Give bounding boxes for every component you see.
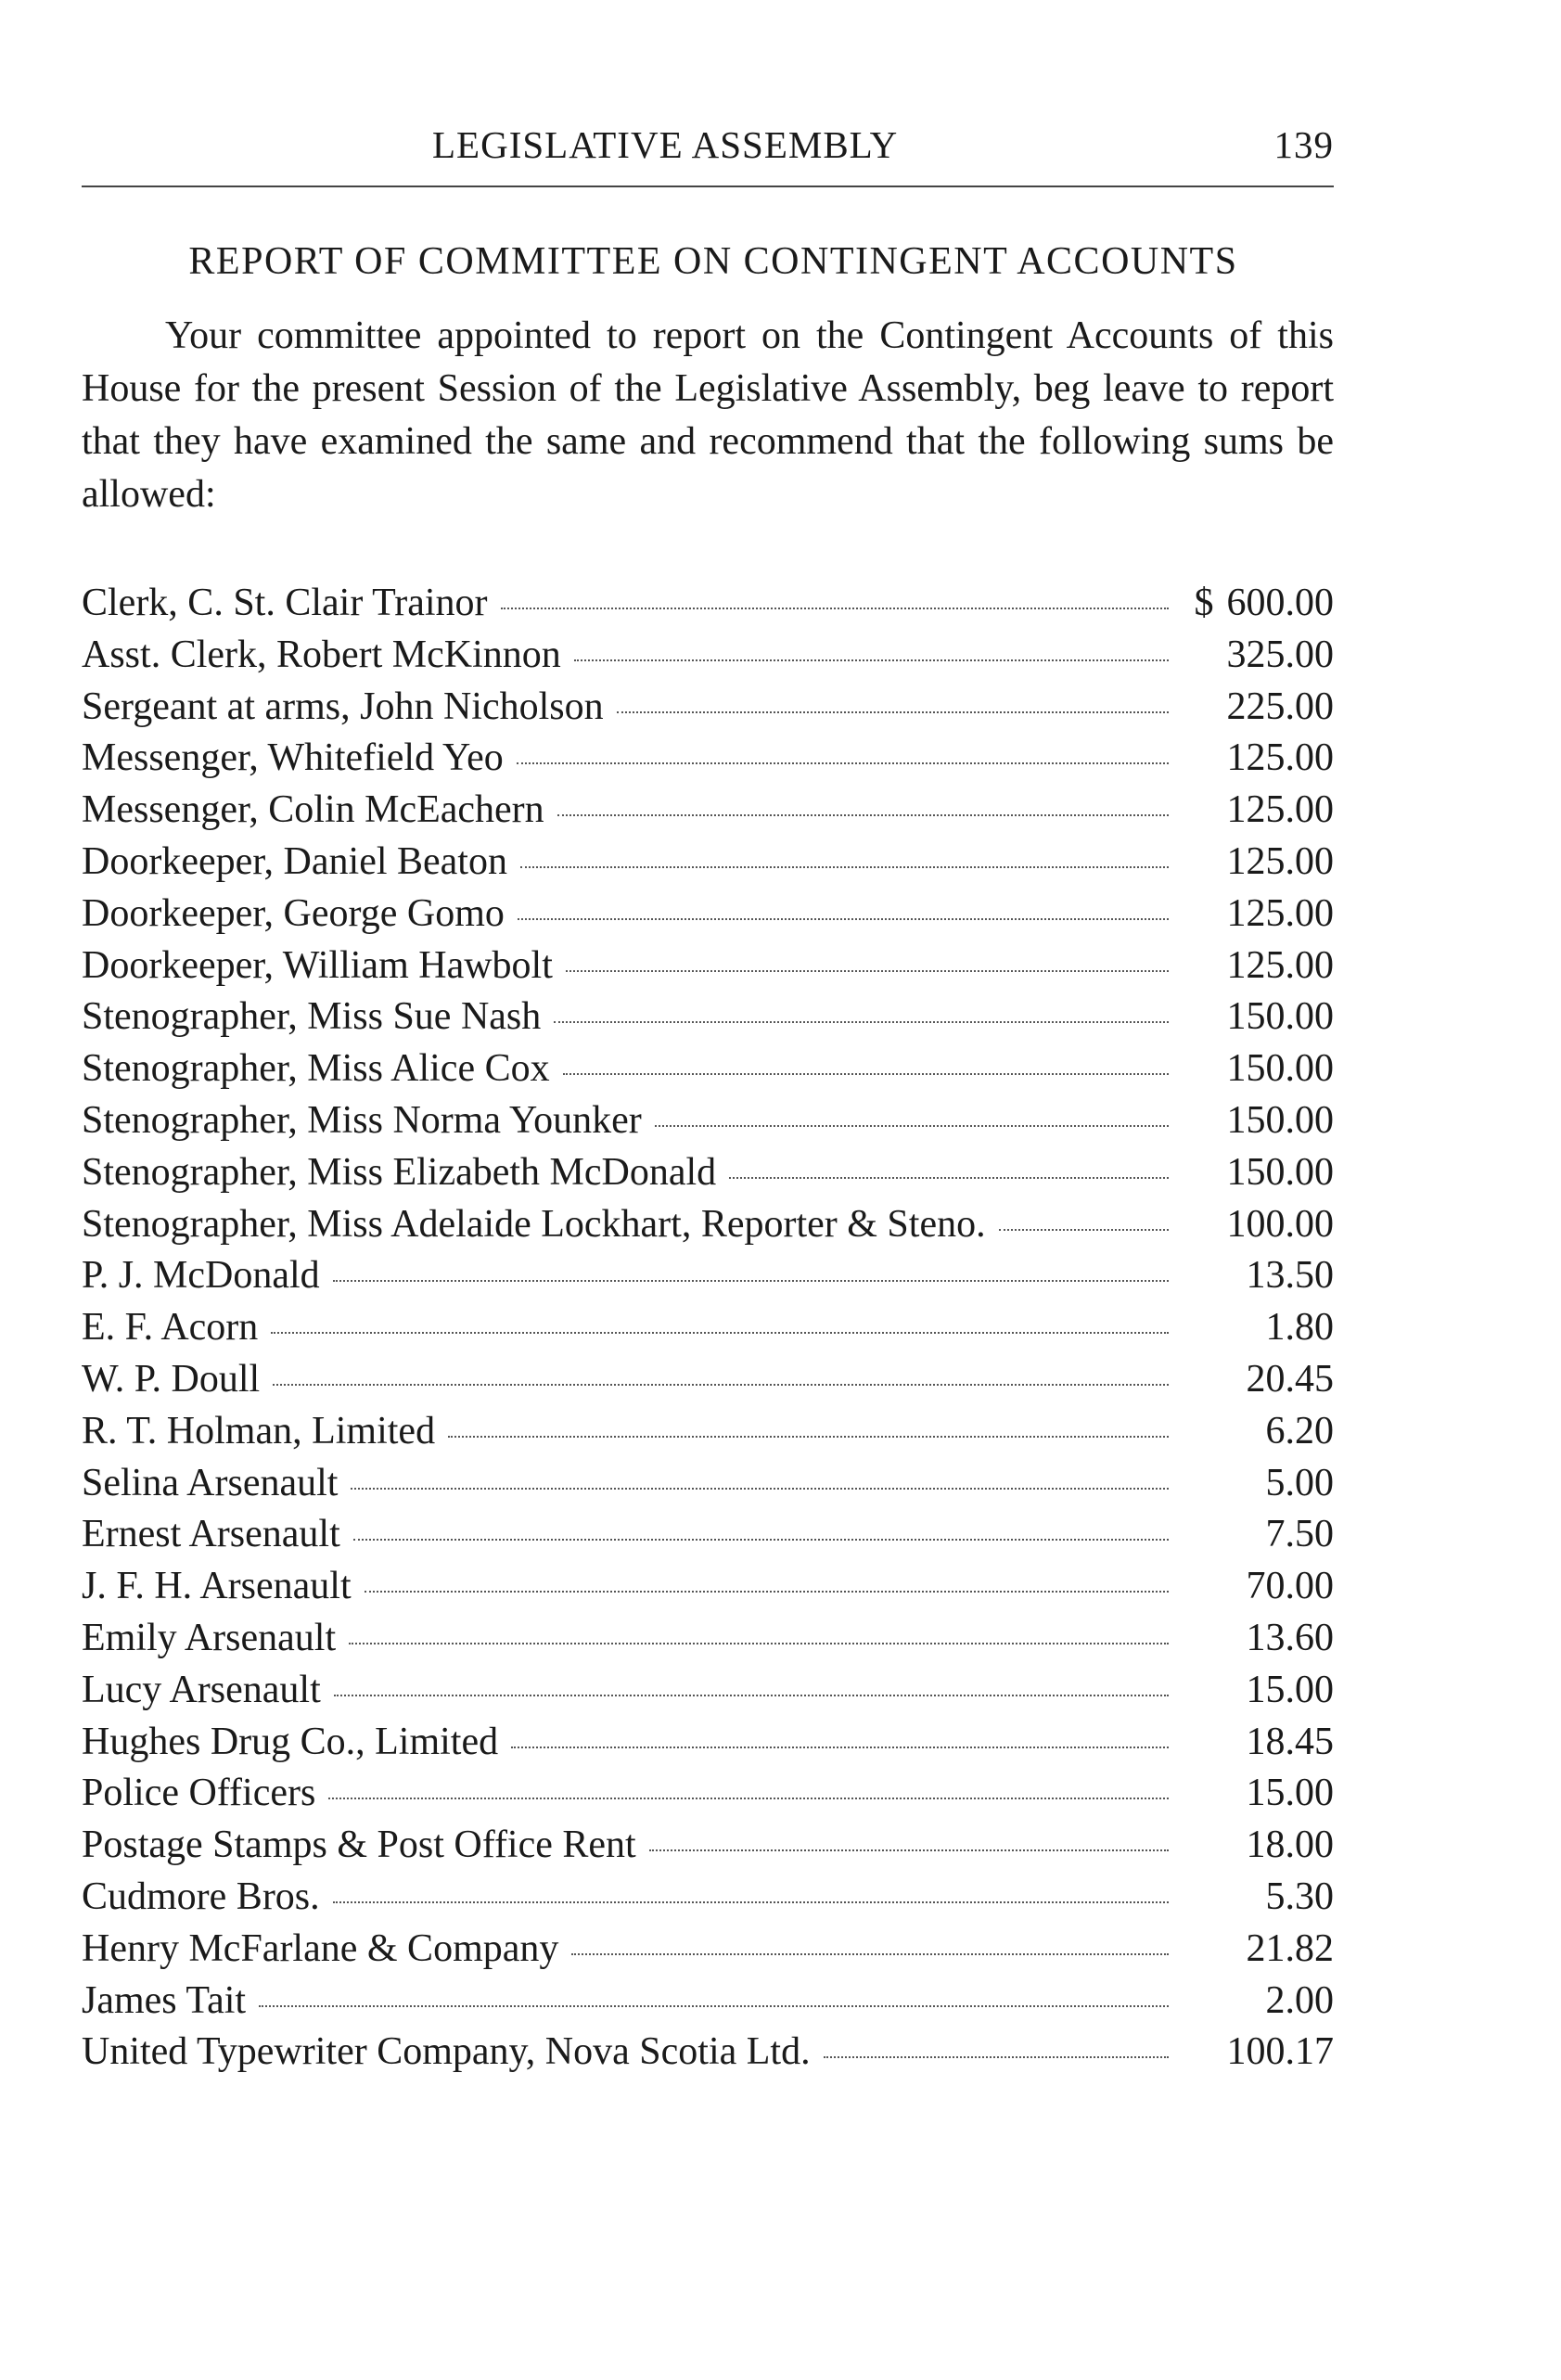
account-amount xyxy=(1176,581,1334,625)
dot-leader xyxy=(271,1332,1169,1334)
amount-value: 70.00 xyxy=(1246,1565,1334,1608)
amount-value: 5.00 xyxy=(1265,1461,1334,1504)
dot-leader xyxy=(520,866,1169,868)
account-row xyxy=(82,1978,1334,2030)
account-name: W. P. Doull xyxy=(82,1357,261,1401)
dot-leader xyxy=(999,1229,1169,1231)
account-name: Henry McFarlane & Company xyxy=(82,1926,559,1970)
account-row xyxy=(82,1564,1334,1616)
account-row xyxy=(82,787,1334,839)
account-amount xyxy=(1176,1926,1334,1971)
dot-leader xyxy=(353,1539,1169,1541)
account-name: Cudmore Bros. xyxy=(82,1875,320,1918)
dot-leader xyxy=(574,659,1169,661)
account-row xyxy=(82,1305,1334,1357)
account-row xyxy=(82,1409,1334,1461)
account-row xyxy=(82,1926,1334,1978)
account-amount xyxy=(1176,633,1334,677)
dot-leader xyxy=(328,1798,1169,1799)
account-row xyxy=(82,1150,1334,1202)
dot-leader xyxy=(824,2056,1169,2058)
account-amount xyxy=(1176,1823,1334,1867)
account-name: Lucy Arsenault xyxy=(82,1668,321,1711)
account-name: Sergeant at arms, John Nicholson xyxy=(82,685,604,728)
amount-value: 100.00 xyxy=(1226,1202,1334,1246)
dot-leader xyxy=(563,1073,1169,1075)
account-amount xyxy=(1176,1875,1334,1919)
account-name: Emily Arsenault xyxy=(82,1616,337,1659)
account-row xyxy=(82,581,1334,633)
dot-leader xyxy=(517,762,1169,764)
account-amount xyxy=(1176,1771,1334,1815)
account-row xyxy=(82,1668,1334,1720)
amount-value: 20.45 xyxy=(1246,1357,1334,1401)
account-name: Postage Stamps & Post Office Rent xyxy=(82,1823,636,1867)
account-row xyxy=(82,1357,1334,1409)
dot-leader xyxy=(334,1695,1169,1696)
amount-value: 1.80 xyxy=(1265,1306,1334,1350)
account-amount xyxy=(1176,2029,1334,2074)
dot-leader xyxy=(349,1643,1169,1644)
account-name: Stenographer, Miss Elizabeth McDonald xyxy=(82,1150,717,1194)
running-title: LEGISLATIVE ASSEMBLY xyxy=(432,123,899,166)
account-row xyxy=(82,736,1334,787)
amount-value: 125.00 xyxy=(1226,788,1334,832)
dot-leader xyxy=(518,918,1169,920)
account-row xyxy=(82,1098,1334,1150)
account-amount xyxy=(1176,1253,1334,1298)
dot-leader xyxy=(501,608,1169,609)
account-name: Clerk, C. St. Clair Trainor xyxy=(82,582,488,624)
account-name: P. J. McDonald xyxy=(82,1254,320,1298)
account-amount xyxy=(1176,1098,1334,1143)
account-name: Messenger, Colin McEachern xyxy=(82,788,544,832)
account-name: Messenger, Whitefield Yeo xyxy=(82,736,504,780)
amount-value: 225.00 xyxy=(1226,685,1334,728)
account-amount xyxy=(1176,787,1334,832)
dot-leader xyxy=(655,1125,1169,1127)
account-amount xyxy=(1176,1409,1334,1453)
report-paragraph xyxy=(82,310,1334,521)
dot-leader xyxy=(351,1488,1169,1490)
dot-leader xyxy=(617,711,1169,713)
account-name: United Typewriter Company, Nova Scotia Ltd. xyxy=(82,2030,811,2074)
account-name: R. T. Holman, Limited xyxy=(82,1409,436,1452)
amount-value: 125.00 xyxy=(1226,839,1334,883)
dot-leader xyxy=(649,1849,1169,1851)
account-row xyxy=(82,1512,1334,1564)
account-amount xyxy=(1176,1720,1334,1764)
account-name: Stenographer, Miss Sue Nash xyxy=(82,995,542,1039)
dot-leader xyxy=(365,1591,1169,1593)
account-amount xyxy=(1176,1668,1334,1712)
account-name: Ernest Arsenault xyxy=(82,1513,340,1556)
dot-leader xyxy=(571,1953,1169,1955)
dot-leader xyxy=(557,814,1169,816)
account-row xyxy=(82,943,1334,995)
account-name: E. F. Acorn xyxy=(82,1306,259,1350)
amount-value: 13.50 xyxy=(1246,1254,1334,1298)
amount-value: 15.00 xyxy=(1246,1668,1334,1711)
dot-leader xyxy=(566,970,1169,972)
account-row xyxy=(82,633,1334,685)
account-row xyxy=(82,891,1334,943)
account-row xyxy=(82,1875,1334,1926)
amount-value: 18.00 xyxy=(1246,1823,1334,1867)
account-name: Doorkeeper, George Gomo xyxy=(82,891,505,935)
header-rule xyxy=(82,186,1334,187)
account-amount xyxy=(1176,1150,1334,1195)
amount-value: 125.00 xyxy=(1226,736,1334,780)
amount-value: 125.00 xyxy=(1226,891,1334,935)
amount-value: 2.00 xyxy=(1265,1978,1334,2022)
account-amount xyxy=(1176,839,1334,884)
account-amount xyxy=(1176,994,1334,1039)
amount-value: 100.17 xyxy=(1226,2030,1334,2074)
amount-value: 15.00 xyxy=(1246,1772,1334,1815)
account-name: James Tait xyxy=(82,1978,247,2022)
account-row xyxy=(82,1616,1334,1668)
account-row xyxy=(82,1202,1334,1254)
account-name: Doorkeeper, William Hawbolt xyxy=(82,943,553,987)
document-page xyxy=(82,111,1334,2096)
dot-leader xyxy=(333,1280,1169,1282)
account-amount xyxy=(1176,1202,1334,1247)
account-name: J. F. H. Arsenault xyxy=(82,1565,352,1608)
page-number: 139 xyxy=(1273,123,1334,166)
amount-value: 150.00 xyxy=(1226,1150,1334,1194)
dot-leader xyxy=(333,1901,1169,1903)
account-row xyxy=(82,1720,1334,1772)
amount-value: 6.20 xyxy=(1265,1409,1334,1452)
amount-value: 18.45 xyxy=(1246,1720,1334,1763)
amount-value: 600.00 xyxy=(1226,582,1334,624)
dot-leader xyxy=(448,1436,1169,1438)
amount-value: 7.50 xyxy=(1265,1513,1334,1556)
account-row xyxy=(82,1046,1334,1098)
account-amount xyxy=(1176,1978,1334,2023)
account-row xyxy=(82,994,1334,1046)
account-amount xyxy=(1176,1461,1334,1505)
account-amount xyxy=(1176,1357,1334,1401)
amount-value: 21.82 xyxy=(1246,1926,1334,1970)
account-name: Selina Arsenault xyxy=(82,1461,339,1504)
account-name: Stenographer, Miss Adelaide Lockhart, Reporter & Steno. xyxy=(82,1202,986,1246)
account-amount xyxy=(1176,685,1334,729)
currency-symbol: $ xyxy=(1194,582,1214,624)
account-row xyxy=(82,839,1334,891)
account-row xyxy=(82,2029,1334,2081)
amount-value: 150.00 xyxy=(1226,995,1334,1039)
account-row xyxy=(82,1823,1334,1875)
account-row xyxy=(82,1253,1334,1305)
account-amount xyxy=(1176,943,1334,988)
account-amount xyxy=(1176,1046,1334,1091)
amount-value: 325.00 xyxy=(1226,633,1334,676)
account-amount xyxy=(1176,1305,1334,1350)
running-header xyxy=(82,111,1334,167)
account-row xyxy=(82,1771,1334,1823)
account-amount xyxy=(1176,1564,1334,1608)
amount-value: 125.00 xyxy=(1226,943,1334,987)
report-title: REPORT OF COMMITTEE ON CONTINGENT ACCOUNTS xyxy=(188,240,1238,283)
account-name: Hughes Drug Co., Limited xyxy=(82,1720,499,1763)
account-name: Stenographer, Miss Alice Cox xyxy=(82,1047,550,1091)
account-name: Stenographer, Miss Norma Younker xyxy=(82,1098,642,1142)
account-name: Police Officers xyxy=(82,1772,316,1815)
dot-leader xyxy=(511,1747,1169,1748)
amount-value: 13.60 xyxy=(1246,1616,1334,1659)
amount-value: 5.30 xyxy=(1265,1875,1334,1918)
amount-value: 150.00 xyxy=(1226,1098,1334,1142)
dot-leader xyxy=(259,2005,1169,2007)
account-amount xyxy=(1176,736,1334,780)
account-amount xyxy=(1176,1512,1334,1556)
account-name: Asst. Clerk, Robert McKinnon xyxy=(82,633,561,676)
dot-leader xyxy=(729,1177,1169,1179)
accounts-list xyxy=(82,581,1334,2081)
amount-value: 150.00 xyxy=(1226,1047,1334,1091)
dot-leader xyxy=(273,1384,1169,1386)
account-amount xyxy=(1176,891,1334,936)
account-row xyxy=(82,685,1334,736)
dot-leader xyxy=(554,1021,1169,1023)
account-amount xyxy=(1176,1616,1334,1660)
account-row xyxy=(82,1461,1334,1513)
paragraph-text: Your committee appointed to report on the Contingent Accounts of this House for the present Session of the Legislative Assembly, beg leave to report that they have examined the same and recommend that the following sums be allowed: xyxy=(82,314,1334,516)
account-name: Doorkeeper, Daniel Beaton xyxy=(82,839,507,883)
